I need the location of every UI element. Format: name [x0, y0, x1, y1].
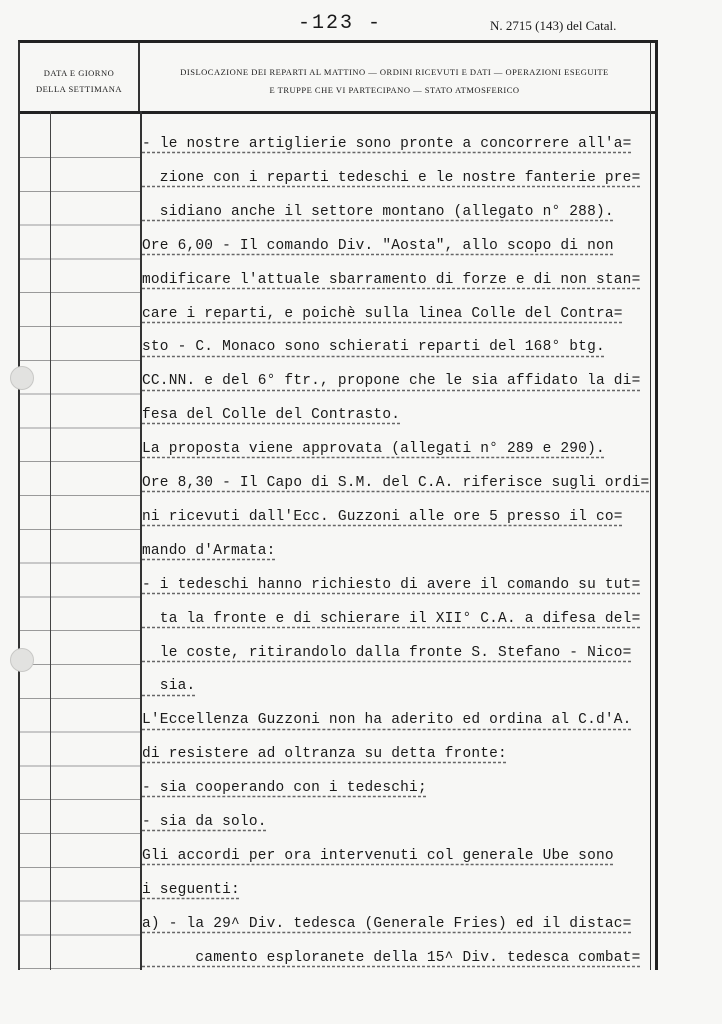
text-line: ta la fronte e di schierare il XII° C.A. a difesa del= [142, 610, 641, 627]
text-line: L'Eccellenza Guzzoni non ha aderito ed ordina al C.d'A. [142, 712, 632, 729]
text-line: ni ricevuti dall'Ecc. Guzzoni alle ore 5 presso il co= [142, 508, 623, 525]
text-line: Ore 8,30 - Il Capo di S.M. del C.A. riferisce sugli ordi= [142, 475, 650, 491]
date-header-line1: DATA E GIORNO [43, 68, 115, 78]
text-line: sto - C. Monaco sono schierati reparti del 168° btg. [142, 339, 605, 356]
content-header-line1: DISLOCAZIONE DEI REPARTI AL MATTINO — ORDINI RICEVUTI E DATI — OPERAZIONI ESEGUITE [180, 67, 609, 77]
text-line: mando d'Armata: [142, 542, 276, 559]
text-line: i seguenti: [142, 881, 240, 898]
column-divider-left [50, 111, 51, 970]
date-column-rules [20, 111, 140, 970]
text-line: fesa del Colle del Contrasto. [142, 407, 401, 424]
content-column-header [142, 43, 647, 111]
text-line: - sia cooperando con i tedeschi; [142, 780, 427, 797]
text-line: a) - la 29^ Div. tedesca (Generale Fries) ed il distac= [142, 915, 632, 932]
text-line: La proposta viene approvata (allegati n° 289 e 290). [142, 441, 605, 458]
text-line: Ore 6,00 - Il comando Div. "Aosta", allo scopo di non [142, 237, 614, 254]
text-line: sidiano anche il settore montano (allegato n° 288). [142, 203, 614, 220]
text-line: Gli accordi per ora intervenuti col generale Ube sono [142, 847, 614, 864]
text-line: camento esploranete della 15^ Div. tedesca combat= [142, 949, 641, 966]
binder-hole-top [10, 366, 34, 390]
date-header-line2: DELLA SETTIMANA [35, 84, 123, 94]
binder-hole-bottom [10, 648, 34, 672]
catalog-reference: N. 2715 (143) del Catal. [490, 18, 617, 33]
text-line: sia. [142, 678, 196, 695]
content-header-line2: E TRUPPE CHE VI PARTECIPANO — STATO ATMOSFERICO [269, 85, 520, 95]
text-line: le coste, ritirandolo dalla fronte S. Stefano - Nico= [142, 644, 632, 661]
page-number: -123 - [298, 12, 383, 35]
header-row [20, 43, 655, 114]
text-line: di resistere ad oltranza su detta fronte: [142, 746, 507, 763]
text-line: - le nostre artiglierie sono pronte a concorrere all'a= [142, 136, 632, 152]
text-line: zione con i reparti tedeschi e le nostre fanterie pre= [142, 169, 641, 186]
text-line: - sia da solo. [142, 814, 267, 830]
text-line: - i tedeschi hanno richiesto di avere il comando su tut= [142, 576, 641, 593]
text-line: care i reparti, e poichè sulla linea Colle del Contra= [142, 305, 623, 322]
text-line: CC.NN. e del 6° ftr., propone che le sia affidato la di= [142, 373, 641, 390]
text-line: modificare l'attuale sbarramento di forze e di non stan= [142, 271, 641, 288]
date-column-header [20, 43, 140, 111]
